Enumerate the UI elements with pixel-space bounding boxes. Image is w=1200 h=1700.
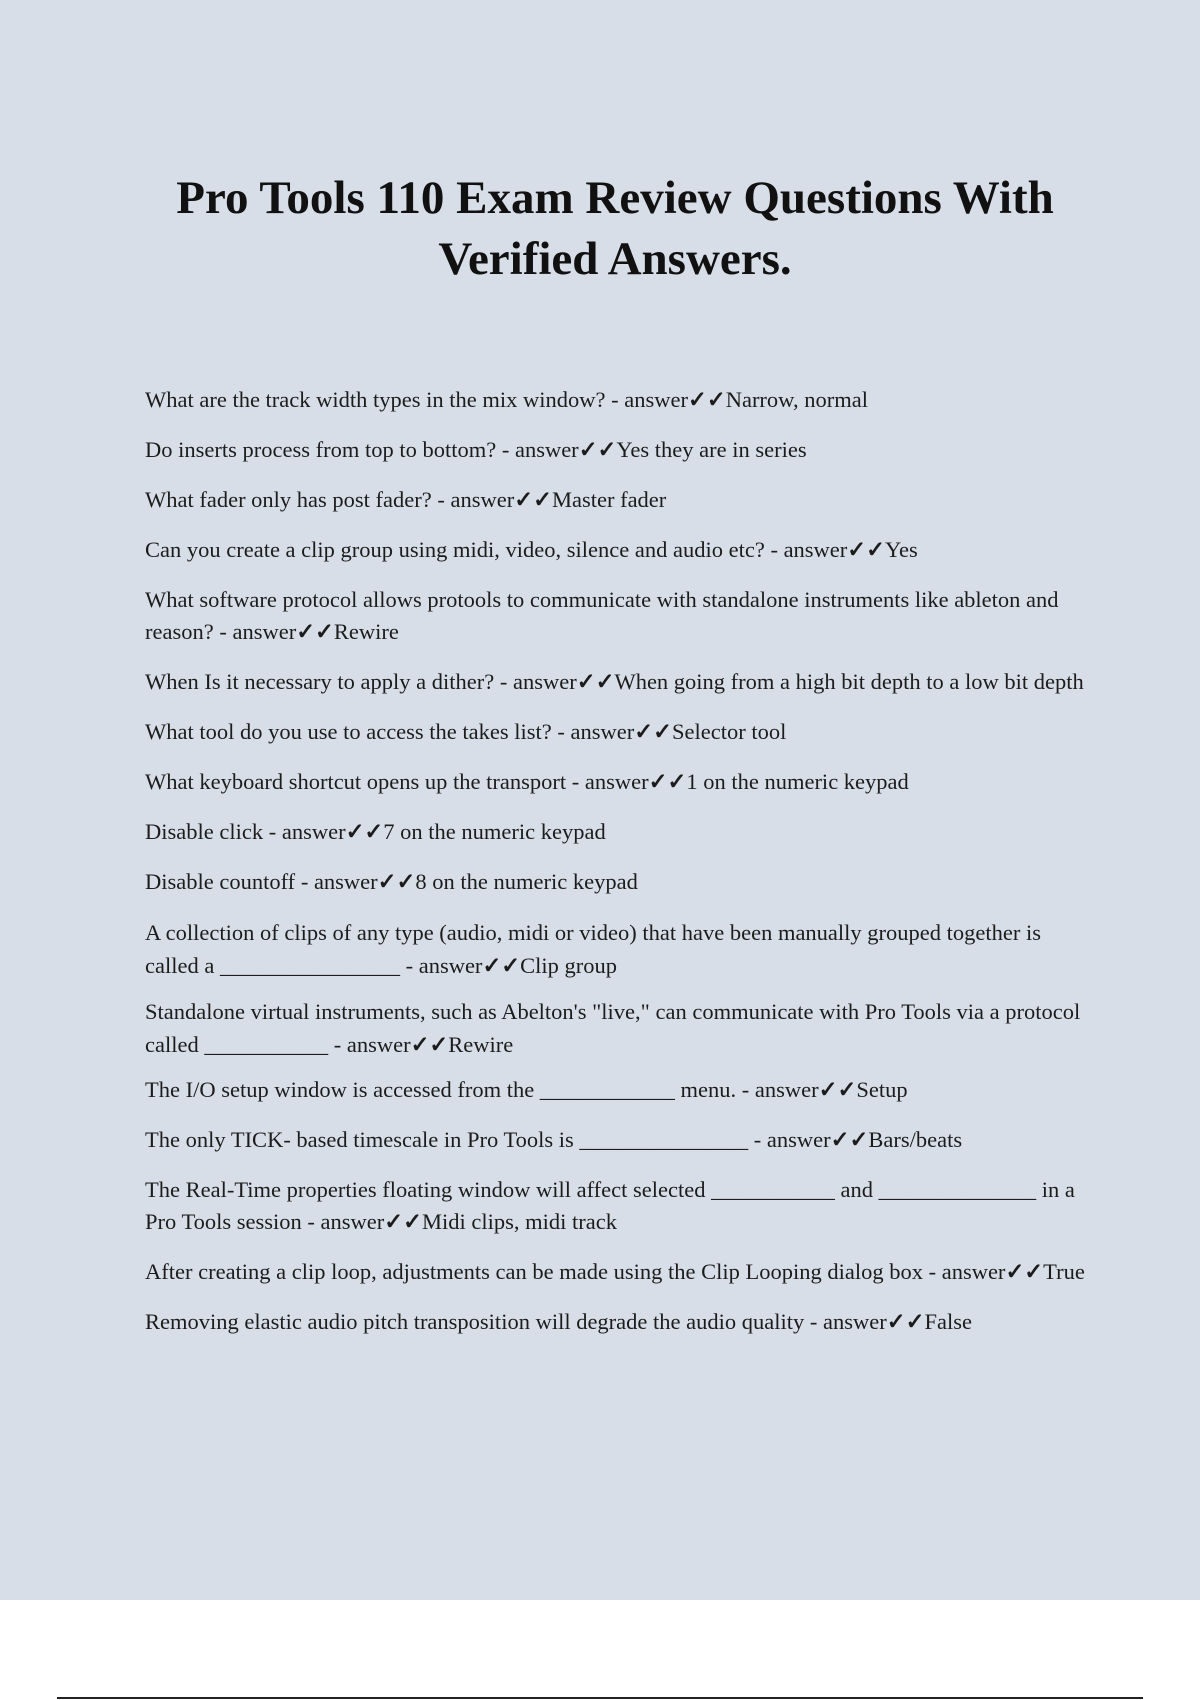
check-marks-icon: ✓✓ [830, 1127, 869, 1153]
question-text: Removing elastic audio pitch transposition will degrade the audio quality [145, 1309, 805, 1334]
qa-item [145, 434, 1095, 466]
qa-item [145, 816, 1095, 848]
separator: - [431, 487, 451, 512]
answer-text: True [1043, 1259, 1085, 1284]
answer-label: answer [418, 953, 483, 978]
check-marks-icon: ✓✓ [634, 719, 672, 745]
check-marks-icon: ✓✓ [648, 769, 687, 795]
question-text: The only TICK- based timescale in Pro Tools is _______________ [145, 1127, 749, 1152]
check-marks-icon: ✓✓ [377, 869, 416, 895]
separator: - [551, 719, 571, 744]
answer-label: answer [281, 819, 346, 844]
answer-label: answer [823, 1309, 887, 1334]
qa-item [145, 916, 1095, 983]
document-title: Pro Tools 110 Exam Review Questions With Verified Answers. [176, 172, 1054, 285]
answer-label: answer [570, 719, 635, 744]
separator: - [496, 437, 515, 462]
answer-label: answer [514, 437, 579, 462]
answer-label: answer [450, 487, 515, 512]
separator: - [301, 1209, 321, 1234]
answer-label: answer [320, 1209, 385, 1234]
separator: - [399, 953, 419, 978]
qa-item [145, 766, 1095, 798]
answer-label: answer [313, 869, 378, 894]
qa-item [145, 716, 1095, 748]
answer-label: answer [766, 1127, 831, 1152]
separator: - [764, 537, 784, 562]
separator: - [736, 1077, 755, 1102]
answer-text: Selector tool [671, 719, 787, 744]
qa-item [145, 484, 1095, 516]
check-marks-icon: ✓✓ [482, 953, 521, 979]
answer-text: Master fader [551, 487, 667, 512]
answer-text: Midi clips, midi track [422, 1209, 617, 1234]
qa-item [145, 384, 1095, 416]
answer-text: When going from a high bit depth to a low bit depth [614, 669, 1084, 694]
question-text: The Real-Time properties floating window will affect selected ___________ and ______________ in a Pro Tools session [145, 1177, 1075, 1234]
question-text: Disable countoff [145, 869, 296, 894]
answer-text: Bars/beats [868, 1127, 963, 1152]
answer-text: Narrow, normal [725, 387, 868, 412]
separator: - [263, 819, 282, 844]
answer-text: Clip group [520, 953, 618, 978]
qa-item [145, 1306, 1095, 1338]
answer-text: 8 on the numeric keypad [415, 869, 638, 894]
check-marks-icon: ✓✓ [296, 619, 334, 645]
answer-label: answer [783, 537, 848, 562]
separator: - [295, 869, 314, 894]
check-marks-icon: ✓✓ [576, 669, 615, 695]
answer-label: answer [941, 1259, 1006, 1284]
answer-label: answer [232, 619, 297, 644]
answer-text: Rewire [448, 1032, 514, 1057]
check-marks-icon: ✓✓ [818, 1077, 857, 1103]
check-marks-icon: ✓✓ [410, 1032, 449, 1058]
question-text: What tool do you use to access the takes list? [145, 719, 552, 744]
question-text: What are the track width types in the mix window? [145, 387, 606, 412]
check-marks-icon: ✓✓ [847, 537, 886, 563]
qa-item [145, 1074, 1095, 1106]
question-text: What keyboard shortcut opens up the transport [145, 769, 567, 794]
answer-text: Rewire [333, 619, 399, 644]
check-marks-icon: ✓✓ [578, 437, 617, 463]
separator: - [494, 669, 513, 694]
question-text: What fader only has post fader? [145, 487, 432, 512]
answer-label: answer [624, 387, 688, 412]
answer-label: answer [754, 1077, 819, 1102]
separator: - [328, 1032, 347, 1057]
separator: - [748, 1127, 767, 1152]
question-text: After creating a clip loop, adjustments can be made using the Clip Looping dialog box [145, 1259, 923, 1284]
question-text: Disable click [145, 819, 264, 844]
qa-item [145, 666, 1095, 698]
answer-text: False [924, 1309, 972, 1334]
answer-text: 1 on the numeric keypad [686, 769, 909, 794]
separator: - [922, 1259, 942, 1284]
question-text: Do inserts process from top to bottom? [145, 437, 497, 462]
check-marks-icon: ✓✓ [886, 1309, 925, 1335]
check-marks-icon: ✓✓ [687, 387, 726, 413]
answer-text: Yes [885, 537, 918, 562]
qa-item [145, 534, 1095, 566]
question-text: A collection of clips of any type (audio, midi or video) that have been manually grouped together is called a ________________ [145, 920, 1042, 978]
qa-item [145, 584, 1095, 648]
check-marks-icon: ✓✓ [345, 819, 384, 845]
question-text: What software protocol allows protools to communicate with standalone instruments like ableton and reason? [145, 587, 1059, 644]
qa-list [145, 384, 1095, 1356]
separator: - [804, 1309, 823, 1334]
qa-item [145, 1256, 1095, 1288]
answer-label: answer [513, 669, 577, 694]
separator: - [213, 619, 233, 644]
question-text: The I/O setup window is accessed from the ____________ menu. [145, 1077, 737, 1102]
question-text: Standalone virtual instruments, such as Abelton's "live," can communicate with Pro Tools via a protocol called ___________ [145, 999, 1081, 1057]
answer-text: Setup [856, 1077, 908, 1102]
question-text: When Is it necessary to apply a dither? [145, 669, 495, 694]
check-marks-icon: ✓✓ [1005, 1259, 1044, 1285]
footer-rule [57, 1697, 1143, 1699]
question-text: Can you create a clip group using midi, video, silence and audio etc? [145, 537, 765, 562]
answer-text: Yes they are in series [616, 437, 807, 462]
check-marks-icon: ✓✓ [514, 487, 552, 513]
qa-item [145, 995, 1095, 1062]
qa-item [145, 866, 1095, 898]
check-marks-icon: ✓✓ [384, 1209, 422, 1235]
answer-text: 7 on the numeric keypad [383, 819, 606, 844]
separator: - [566, 769, 585, 794]
separator: - [605, 387, 625, 412]
qa-item [145, 1174, 1095, 1238]
qa-item [145, 1124, 1095, 1156]
answer-label: answer [346, 1032, 411, 1057]
answer-label: answer [584, 769, 649, 794]
